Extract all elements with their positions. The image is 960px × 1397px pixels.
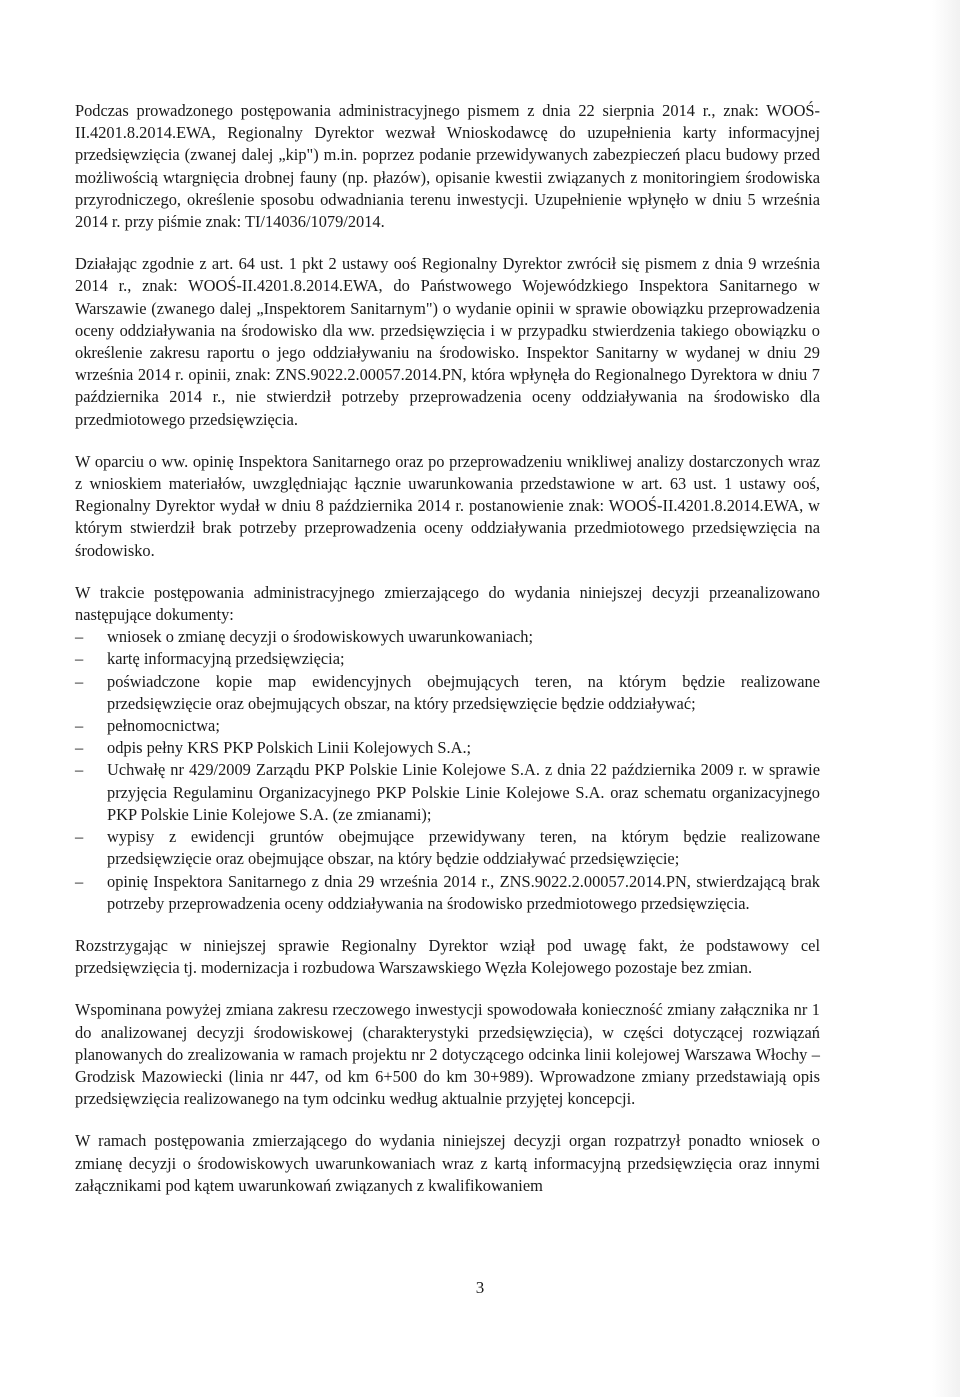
scan-edge-shadow [932,0,960,1397]
paragraph-goal: Rozstrzygając w niniejszej sprawie Regionalny Dyrektor wziął pod uwagę fakt, że podstawowy cel przedsięwzięcia tj. modernizacja i rozbudowa Warszawskiego Węzła Kolejowego pozostaje bez zmian. [75,935,820,978]
page-number: 3 [475,1278,485,1297]
list-item: – wypisy z ewidencji gruntów obejmujące przewidywany teren, na którym będzie realizowane przedsięwzięcie oraz obejmujące obszar, na który będzie oddziaływać przedsięwzięcie; [75,826,820,870]
list-item: – wniosek o zmianę decyzji o środowiskowych uwarunkowaniach; [75,626,820,648]
list-item: – opinię Inspektora Sanitarnego z dnia 29 września 2014 r., ZNS.9022.2.00057.2014.PN, stwierdzającą brak potrzeby przeprowadzenia oceny oddziaływania na środowisko przedmiotowego przedsięwzięcia. [75,871,820,915]
paragraph-sanitary-inspector: Działając zgodnie z art. 64 ust. 1 pkt 2 ustawy ooś Regionalny Dyrektor zwrócił się pismem z dnia 9 września 2014 r., znak: WOOŚ-II.4201.8.2014.EWA, do Państwowego Wojewódzkiego Inspektora Sanitarnego w Warszawie (zwanego dalej „Inspektorem Sanitarnym") o wydanie opinii w sprawie obowiązku przeprowadzenia oceny oddziaływania na środowisko dla ww. przedsięwzięcia i w przypadku stwierdzenia takiego obowiązku o określenie zakresu raportu o jego oddziaływaniu na środowisko. Inspektor Sanitarny w wydanej w dniu 29 września 2014 r. opinii, znak: ZNS.9022.2.00057.2014.PN, która wpłynęła do Regionalnego Dyrektora w dniu 7 października 2014 r., nie stwierdził potrzeby przeprowadzenia oceny oddziaływania na środowisko dla przedmiotowego przedsięwzięcia. [75,254,820,429]
paragraph-summons: Podczas prowadzonego postępowania administracyjnego pismem z dnia 22 sierpnia 2014 r., znak: WOOŚ-II.4201.8.2014.EWA, Regionalny Dyrektor wezwał Wnioskodawcę do uzupełnienia karty informacyjnej przedsięwzięcia (zwanej dalej „kip") m.in. poprzez podanie przewidywanych zabezpieczeń placu budowy przed możliwością wtargnięcia drobnej fauny (np. płazów), opisanie kwestii związanych z monitoringiem środowiska przyrodniczego, określenie sposobu odwadniania terenu inwestycji. Uzupełnienie wpłynęło w dniu 5 września 2014 r. przy piśmie znak: TI/14036/1079/2014. [75,101,820,232]
document-body [75,100,820,1217]
paragraph-qualification: W ramach postępowania zmierzającego do wydania niniejszej decyzji organ rozpatrzył ponadto wniosek o zmianę decyzji o środowiskowych uwarunkowaniach wraz z kartą informacyjną przedsięwzięcia oraz innymi załącznikami pod kątem uwarunkowań związanych z kwalifikowaniem [75,1131,820,1195]
list-item: – pełnomocnictwa; [75,715,820,737]
list-item: – Uchwałę nr 429/2009 Zarządu PKP Polskie Linie Kolejowe S.A. z dnia 22 października 2009 r. w sprawie przyjęcia Regulaminu Organizacyjnego PKP Polskie Linie Kolejowe S.A. oraz schematu organizacyjnego PKP Polskie Linie Kolejowe S.A. (ze zmianami); [75,759,820,826]
list-item: – poświadczone kopie map ewidencyjnych obejmujących teren, na którym będzie realizowane przedsięwzięcie oraz obejmujących obszar, na który przedsięwzięcie będzie oddziaływać; [75,671,820,715]
paragraph-documents-intro: W trakcie postępowania administracyjnego zmierzającego do wydania niniejszej decyzji przeanalizowano następujące dokumenty: [75,582,820,625]
list-item: – odpis pełny KRS PKP Polskich Linii Kolejowych S.A.; [75,737,820,759]
paragraph-analysis: W oparciu o ww. opinię Inspektora Sanitarnego oraz po przeprowadzeniu wnikliwej analizy dostarczonych wraz z wnioskiem materiałów, uwzględniając łącznie uwarunkowania przedstawione w art. 63 ust. 1 ustawy ooś, Regionalny Dyrektor wydał w dniu 8 października 2014 r. postanowienie znak: WOOŚ-II.4201.8.2014.EWA, w którym stwierdził brak potrzeby przeprowadzenia oceny oddziaływania przedmiotowego przedsięwzięcia na środowisko. [75,451,820,560]
paragraph-scope-change: Wspominana powyżej zmiana zakresu rzeczowego inwestycji spowodowała konieczność zmiany załącznika nr 1 do analizowanej decyzji środowiskowej (charakterystyki przedsięwzięcia), w części dotyczącej rozwiązań planowanych do zrealizowania w ramach projektu nr 2 dotyczącego odcinka linii kolejowej Warszawa Włochy – Grodzisk Mazowiecki (linia nr 447, od km 6+500 do km 30+989). Wprowadzone zmiany przedstawiają opis przedsięwzięcia realizowanego na tym odcinku według aktualnie przyjętej koncepcji. [75,1000,820,1109]
list-item: – kartę informacyjną przedsięwzięcia; [75,648,820,670]
documents-list [75,626,820,915]
